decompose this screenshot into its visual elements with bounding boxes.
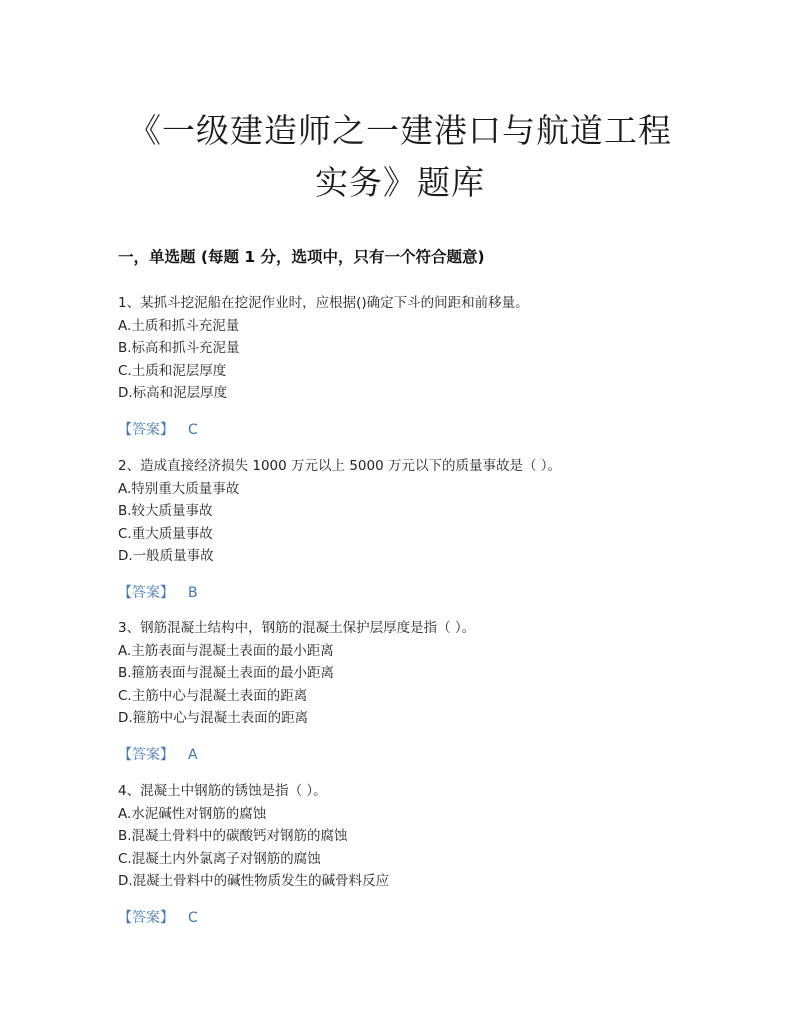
question-1 — [118, 292, 738, 441]
section-heading: 一，单选题 (每题 1 分，选项中，只有一个符合题意) — [118, 248, 485, 266]
option-c: C.土质和泥层厚度 — [118, 362, 227, 379]
answer-label: 【答案】 — [118, 584, 174, 601]
question-stem: 4、混凝土中钢筋的锈蚀是指（ ）。 — [118, 783, 327, 799]
answer-line — [118, 419, 738, 441]
option-b: B.混凝土骨料中的碳酸钙对钢筋的腐蚀 — [118, 828, 348, 844]
document-title-line-1: 《一级建造师之一建港口与航道工程 — [128, 111, 672, 150]
question-stem: 2、造成直接经济损失 1000 万元以上 5000 万元以下的质量事故是（ ）。 — [118, 458, 562, 474]
option-b: B.箍筋表面与混凝土表面的最小距离 — [118, 665, 335, 681]
option-d: D.一般质量事故 — [118, 548, 214, 564]
answer-label: 【答案】 — [118, 746, 174, 763]
question-4 — [118, 780, 738, 929]
option-a: A.主筋表面与混凝土表面的最小距离 — [118, 642, 334, 659]
option-c: C.重大质量事故 — [118, 525, 213, 542]
answer-line — [118, 907, 738, 929]
option-a: A.特别重大质量事故 — [118, 480, 240, 497]
answer-value: B — [188, 584, 198, 601]
option-d: D.标高和泥层厚度 — [118, 385, 228, 401]
option-c: C.混凝土内外氯离子对钢筋的腐蚀 — [118, 850, 321, 867]
option-a: A.土质和抓斗充泥量 — [118, 317, 240, 334]
question-3 — [118, 617, 738, 766]
question-stem: 3、钢筋混凝土结构中，钢筋的混凝土保护层厚度是指（ ）。 — [118, 620, 476, 636]
option-b: B.标高和抓斗充泥量 — [118, 340, 240, 356]
option-d: D.箍筋中心与混凝土表面的距离 — [118, 710, 309, 726]
answer-line — [118, 744, 738, 766]
option-c: C.主筋中心与混凝土表面的距离 — [118, 687, 308, 704]
answer-value: A — [188, 746, 198, 763]
answer-value: C — [188, 421, 198, 438]
document-title-line-2: 实务》题库 — [315, 163, 485, 202]
option-d: D.混凝土骨料中的碱性物质发生的碱骨料反应 — [118, 873, 390, 889]
answer-value: C — [188, 909, 198, 926]
document-title — [60, 105, 740, 209]
option-a: A.水泥碱性对钢筋的腐蚀 — [118, 805, 267, 822]
answer-line — [118, 582, 738, 604]
answer-label: 【答案】 — [118, 909, 174, 926]
question-2 — [118, 455, 738, 604]
answer-label: 【答案】 — [118, 421, 174, 438]
question-stem: 1、某抓斗挖泥船在挖泥作业时，应根据()确定下斗的间距和前移量。 — [118, 295, 529, 311]
option-b: B.较大质量事故 — [118, 503, 213, 519]
